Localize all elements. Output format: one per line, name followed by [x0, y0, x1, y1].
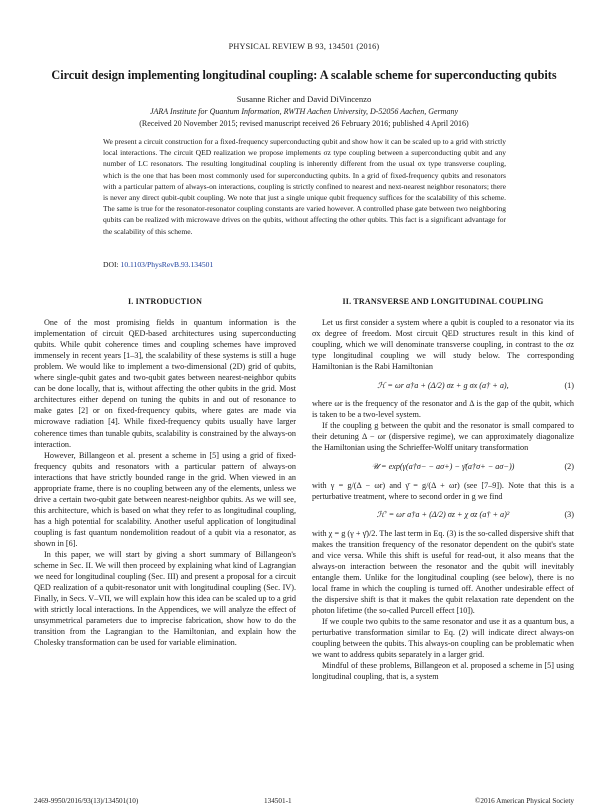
intro-paragraph-3: In this paper, we will start by giving a short summary of Billangeon's scheme in Sec. II. We will then proceed by explaining what kind of Lagrangian we need for longitudinal coupling (Sec. III) and present a proposal for a circuit QED realization of a qubit-resonator unit with longitudinal coupling (Sec. IV). Finally, in Secs. V–VII, we will explain how this idea can be scaled up to a grid with strictly local interactions. In the Appendices, we will analyze the effect of unsymmetrical parameters due to imprecise fabrication, show how to do the transition from the Lagrangian to the Hamiltonian, and explain how the Cholesky transformation can be used for variable elimination. [34, 550, 296, 648]
footer-copyright: ©2016 American Physical Society [474, 797, 574, 805]
paper-title: Circuit design implementing longitudinal coupling: A scalable scheme for superconducting qubits [51, 68, 557, 82]
doi-label: DOI: [103, 260, 119, 269]
doi-link[interactable]: 10.1103/PhysRevB.93.134501 [120, 260, 214, 269]
equation-3-number: (3) [564, 510, 574, 520]
section2-paragraph-2: where ωr is the frequency of the resonator and Δ is the gap of the qubit, which is taken to be a two-level system. [312, 399, 574, 420]
intro-paragraph-1: One of the most promising fields in quantum information is the implementation of circuit QED-based architectures using superconducting qubits. While qubit coherence times and coupling schemes have improved immensely in recent years [1–3], the scalability of these systems is still a huge problem. We would like to implement a two-dimensional (2D) grid of qubits, where single-qubit gates and two-qubit gates between nearest-neighbor qubits can be done locally, that is, without affecting the other qubits in the grid. Most architectures either depend on tuning the qubits in and out of resonance to make gates [2] or on fixed-frequency qubits, where gates are made via microwave radiation [4]. While fixed-frequency qubits usually have larger coherence times than tunable qubits, scalability is constrained by the always-on interaction. [34, 318, 296, 449]
equation-1 [312, 374, 574, 396]
section2-paragraph-1: Let us first consider a system where a qubit is coupled to a resonator via its σx degree of freedom. Most circuit QED structures result in this kind of coupling, which we will denominate transverse coupling, in contrast to the σz type longitudinal coupling we will study below. The corresponding Hamiltonian is the Rabi Hamiltonian [312, 318, 574, 372]
equation-1-number: (1) [564, 380, 574, 390]
section2-paragraph-3: If the coupling g between the qubit and the resonator is small compared to their detuning Δ − ωr (dispersive regime), we can approximately diagonalize the Hamiltonian using the Schrieffer-Wolff unitary transformation [312, 421, 574, 453]
equation-2-body: 𝒰 = exp(γ(a†σ− − aσ+) − γ̄(a†σ+ − aσ−)) [371, 461, 515, 471]
abstract: We present a circuit construction for a fixed-frequency superconducting qubit and show how it can be scaled up to a grid with strictly local interactions. The circuit QED realization we propose implements σz type coupling between a superconducting qubit and any number of LC resonators. The resulting longitudinal coupling is inherently different from the usual σx type transverse coupling, which is the one that has been most commonly used for superconducting qubits. In a grid of fixed-frequency qubits and resonators with a particular pattern of always-on interactions, coupling is strictly confined to nearest and next-nearest neighbor resonators; there is never any direct qubit-qubit coupling. We note that just a single unique qubit frequency suffices for the scalability of this scheme. The same is true for the resonator-resonator coupling constants are varied however. A controlled phase gate between two neighboring qubits can be realized with microwave drives on the qubits, without affecting the other qubits. This fact is a significant advantage for the scalability of this scheme. [103, 137, 506, 236]
equation-3-body: ℋ′ = ωr a†a + (Δ/2) σz + χ σz (a† + a)² [376, 510, 510, 520]
equation-1-body: ℋ = ωr a†a + (Δ/2) σz + g σx (a† + a), [377, 380, 509, 390]
section2-paragraph-6: If we couple two qubits to the same resonator and use it as a quantum bus, a perturbative transformation similar to Eq. (2) will indicate direct always-on coupling between the qubits. This always-on coupling can be problematic when we want to address qubits separately in a larger grid. [312, 616, 574, 660]
intro-paragraph-2: However, Billangeon et al. present a scheme in [5] using a grid of fixed-frequency qubits and resonators with a particular pattern of always-on interactions that have strictly bounded range in the grid. When viewed in an appropriate frame, there is no coupling between any of the elements, unless we drive a certain two-qubit gate between nearest-neighbor qubits. As we will see, this architecture, which is based on what they refer to as longitudinal coupling, has a high potential for scalability. Another useful application of longitudinal coupling is fast quantum nondemolition readout of a qubit via a resonator, as shown in [6]. [34, 450, 296, 548]
received-dates: (Received 20 November 2015; revised manuscript received 26 February 2016; published 4 April 2016) [139, 119, 469, 128]
left-column [34, 296, 296, 648]
equation-3 [312, 504, 574, 526]
journal-header: PHYSICAL REVIEW B 93, 134501 (2016) [228, 42, 380, 51]
equation-2 [312, 456, 574, 478]
footer-issn: 2469-9950/2016/93(13)/134501(10) [34, 797, 139, 805]
doi-line [103, 260, 213, 269]
equation-2-number: (2) [564, 461, 574, 471]
section-heading-introduction: I. INTRODUCTION [127, 297, 203, 306]
right-column [312, 296, 574, 682]
affiliation: JARA Institute for Quantum Information, RWTH Aachen University, D-52056 Aachen, Germany [149, 107, 459, 116]
authors: Susanne Richer and David DiVincenzo [236, 94, 372, 104]
footer-page-number: 134501-1 [264, 797, 292, 805]
section2-paragraph-7: Mindful of these problems, Billangeon et al. proposed a scheme in [5] using longitudinal coupling, that is, a system [312, 661, 574, 682]
section2-paragraph-5: with χ = g (γ + γ̄)/2. The last term in Eq. (3) is the so-called dispersive shift that makes the transition frequency of the resonator dependent on the qubit's state and vice versa. While this shift is useful for read-out, it also means that the always-on interaction between the resonator and the qubit will inevitably entangle them. Unlike for the longitudinal coupling (see below), there is no local frame in which the coupling is turned off. Another undesirable effect of the dispersive shift is that it makes the qubit relaxation rate dependent on the photon lifetime (the so-called Purcell effect [10]). [312, 528, 574, 615]
section-heading-coupling: II. TRANSVERSE AND LONGITUDINAL COUPLING [342, 297, 544, 306]
section2-paragraph-4: with γ = g/(Δ − ωr) and γ̄ = g/(Δ + ωr) (see [7–9]). Note that this is a perturbative treatment, where to second order in g we find [312, 480, 574, 501]
